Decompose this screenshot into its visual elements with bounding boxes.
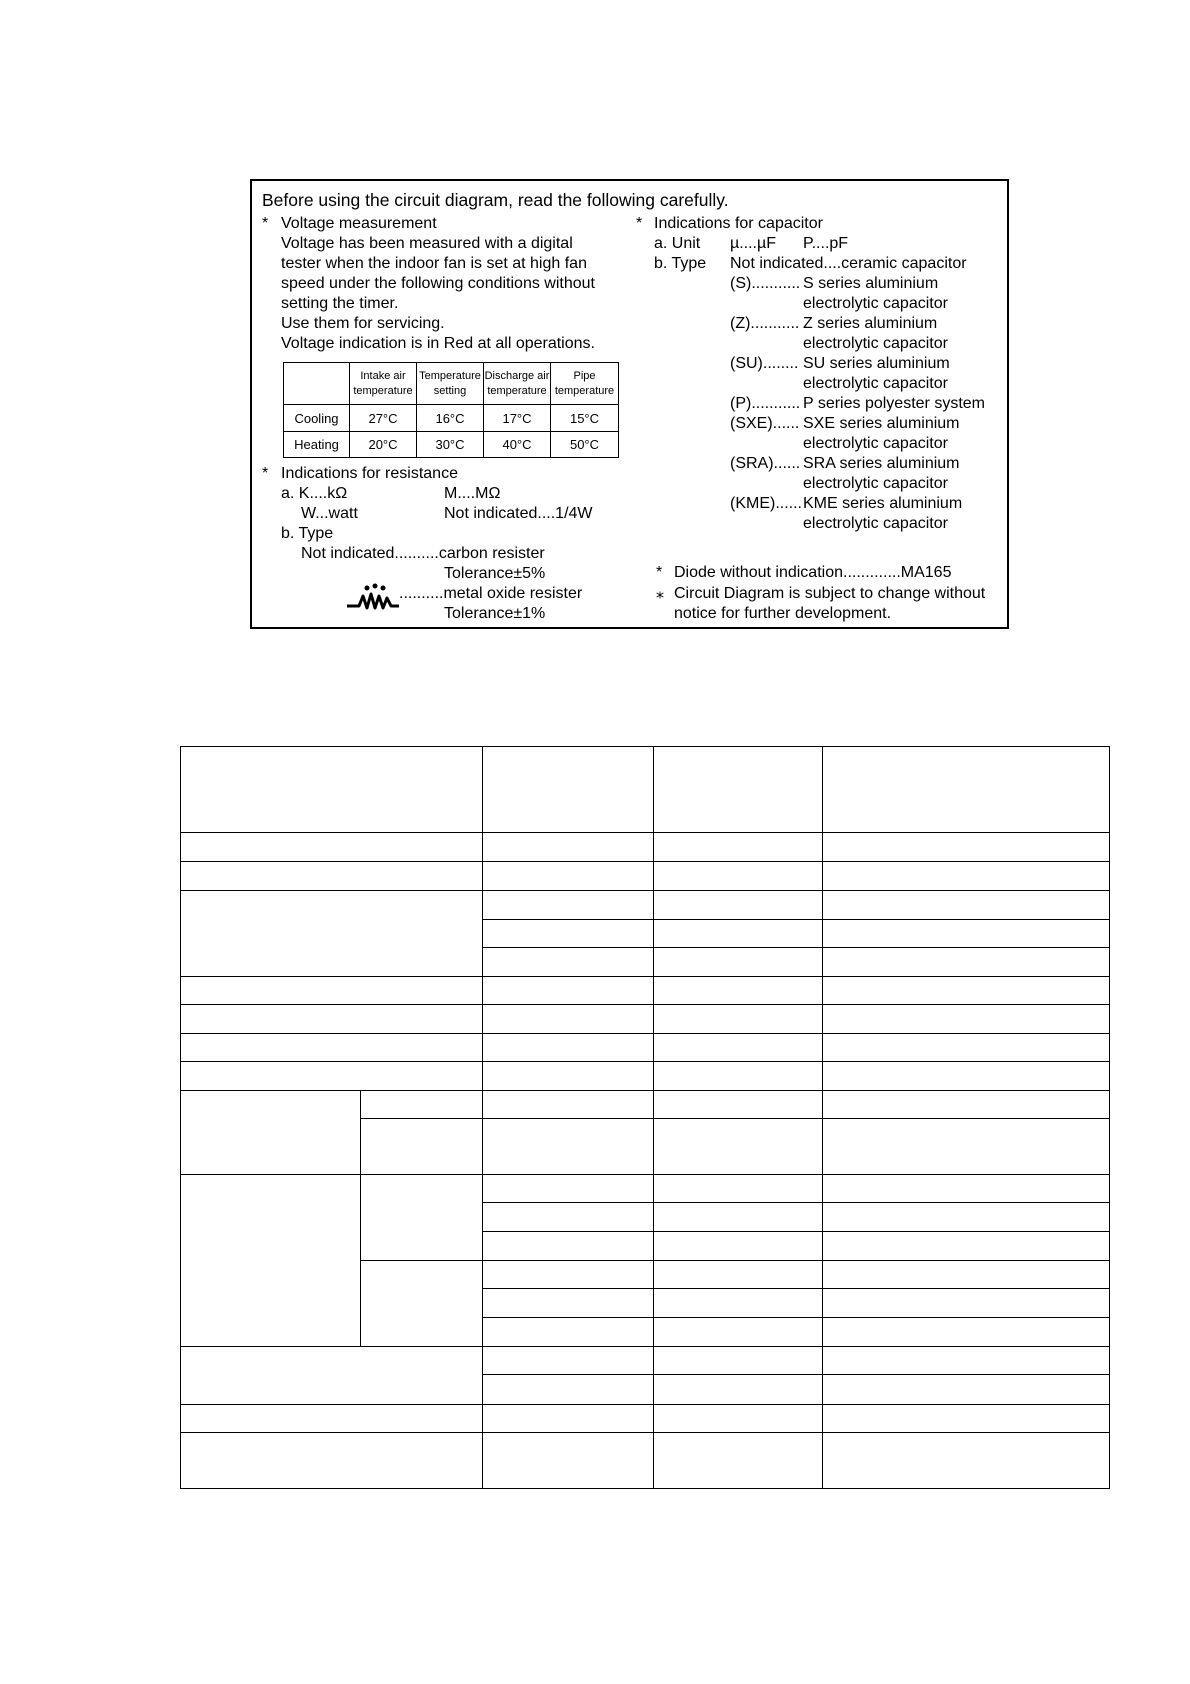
- header-discharge-air: Discharge air temperature: [484, 363, 551, 405]
- table-row: [181, 890, 1110, 919]
- circuit-note-line-2: notice for further development.: [674, 605, 892, 622]
- voltage-line-5: Use them for servicing.: [281, 315, 445, 332]
- table-cell: [181, 1034, 483, 1062]
- table-row: [181, 1091, 1110, 1119]
- resistor-symbol-icon: [345, 582, 401, 612]
- table-cell: [654, 1119, 823, 1174]
- table-row: [181, 747, 1110, 833]
- capacitor-a-unit: a. Unit: [654, 235, 701, 252]
- table-cell: [181, 1062, 483, 1091]
- table-cell: [823, 919, 1110, 947]
- cell-value: 27°C: [350, 405, 417, 432]
- capacitor-a-p: P....pF: [803, 235, 849, 252]
- capacitor-series-name: KME series aluminium: [803, 495, 963, 512]
- blank-grid-table: [180, 746, 1110, 1489]
- resistance-heading: Indications for resistance: [281, 465, 458, 482]
- table-row: [181, 1034, 1110, 1062]
- table-cell: [823, 833, 1110, 862]
- table-cell: [823, 1091, 1110, 1119]
- resistance-a-w: W...watt: [301, 505, 358, 522]
- diode-star: *: [656, 564, 663, 581]
- capacitor-series-sub: electrolytic capacitor: [803, 295, 948, 312]
- capacitor-series-sub: electrolytic capacitor: [803, 335, 948, 352]
- table-cell: [654, 1260, 823, 1288]
- table-row: [181, 1174, 1110, 1202]
- voltage-line-3: speed under the following conditions without: [281, 275, 595, 292]
- capacitor-series-name: P series polyester system: [803, 395, 985, 412]
- capacitor-b-not: Not indicated....ceramic capacitor: [730, 255, 967, 272]
- table-cell: [654, 1005, 823, 1034]
- table-cell: [483, 1231, 654, 1260]
- table-row: [181, 1062, 1110, 1091]
- table-cell: [654, 976, 823, 1004]
- table-cell: [654, 1062, 823, 1091]
- table-cell: [823, 1202, 1110, 1231]
- table-cell: [654, 1202, 823, 1231]
- capacitor-series-code: (Z)...........: [730, 315, 800, 332]
- measurement-conditions-table: [283, 362, 619, 458]
- table-cell: [483, 1034, 654, 1062]
- table-cell: [654, 947, 823, 976]
- capacitor-series-sub: electrolytic capacitor: [803, 515, 948, 532]
- voltage-line-6: Voltage indication is in Red at all operations.: [281, 335, 595, 352]
- cell-value: 40°C: [484, 432, 551, 458]
- table-cell: [483, 1062, 654, 1091]
- table-cell: [654, 1091, 823, 1119]
- conditions-row-cooling: [284, 405, 619, 432]
- table-cell: [483, 862, 654, 890]
- capacitor-series-sub: electrolytic capacitor: [803, 435, 948, 452]
- table-cell: [181, 1347, 483, 1404]
- capacitor-series-name: SU series aluminium: [803, 355, 950, 372]
- table-cell: [483, 1347, 654, 1375]
- table-cell: [823, 862, 1110, 890]
- table-cell: [823, 1404, 1110, 1432]
- row-label: Cooling: [284, 405, 350, 432]
- table-cell: [483, 1289, 654, 1318]
- table-cell: [181, 862, 483, 890]
- resistance-b-not: Not indicated..........carbon resister: [301, 545, 545, 562]
- resistance-metal: ..........metal oxide resister: [399, 585, 583, 602]
- cell-value: 20°C: [350, 432, 417, 458]
- table-cell: [361, 1091, 483, 1119]
- table-cell: [483, 1005, 654, 1034]
- table-cell: [823, 1260, 1110, 1288]
- cell-value: 50°C: [551, 432, 619, 458]
- table-cell: [654, 1347, 823, 1375]
- table-cell: [654, 1174, 823, 1202]
- header-intake-air: Intake air temperature: [350, 363, 417, 405]
- table-cell: [823, 1347, 1110, 1375]
- capacitor-series-name: SXE series aluminium: [803, 415, 960, 432]
- table-cell: [823, 1375, 1110, 1404]
- table-cell: [823, 976, 1110, 1004]
- table-cell: [823, 1174, 1110, 1202]
- capacitor-series-code: (SU)........: [730, 355, 799, 372]
- capacitor-series-code: (P)...........: [730, 395, 801, 412]
- table-cell: [654, 1231, 823, 1260]
- notes-title: Before using the circuit diagram, read the following carefully.: [262, 190, 729, 210]
- capacitor-b-type: b. Type: [654, 255, 707, 272]
- resistance-tol1: Tolerance±1%: [444, 605, 546, 622]
- table-cell: [823, 1318, 1110, 1347]
- table-row: [181, 862, 1110, 890]
- table-cell: [181, 747, 483, 833]
- table-cell: [483, 833, 654, 862]
- table-cell: [361, 1174, 483, 1260]
- table-row: [181, 833, 1110, 862]
- table-cell: [654, 919, 823, 947]
- table-cell: [654, 1289, 823, 1318]
- capacitor-series-sub: electrolytic capacitor: [803, 375, 948, 392]
- table-cell: [483, 1260, 654, 1288]
- table-cell: [654, 1318, 823, 1347]
- table-row: [181, 1005, 1110, 1034]
- table-cell: [823, 1034, 1110, 1062]
- cell-value: 17°C: [484, 405, 551, 432]
- capacitor-series-sub: electrolytic capacitor: [803, 475, 948, 492]
- cell-value: 15°C: [551, 405, 619, 432]
- table-cell: [181, 1005, 483, 1034]
- table-cell: [361, 1260, 483, 1346]
- capacitor-series-code: (SXE)......: [730, 415, 800, 432]
- table-cell: [483, 890, 654, 919]
- conditions-corner-cell: [284, 363, 350, 405]
- capacitor-a-mu: µ....µF: [730, 235, 776, 252]
- voltage-star: *: [262, 215, 269, 232]
- capacitor-series-code: (KME)......: [730, 495, 802, 512]
- capacitor-series-name: Z series aluminium: [803, 315, 938, 332]
- table-cell: [361, 1119, 483, 1174]
- cell-value: 30°C: [417, 432, 484, 458]
- table-cell: [654, 862, 823, 890]
- capacitor-series-name: SRA series aluminium: [803, 455, 960, 472]
- cell-value: 16°C: [417, 405, 484, 432]
- table-cell: [654, 747, 823, 833]
- table-cell: [483, 1202, 654, 1231]
- circuit-note-mark: ⁎: [656, 585, 664, 602]
- table-cell: [483, 919, 654, 947]
- table-cell: [181, 1404, 483, 1432]
- table-cell: [823, 1231, 1110, 1260]
- table-cell: [483, 1432, 654, 1488]
- table-cell: [483, 1119, 654, 1174]
- capacitor-star: *: [636, 215, 643, 232]
- voltage-heading: Voltage measurement: [281, 215, 437, 232]
- table-cell: [483, 1404, 654, 1432]
- table-cell: [823, 747, 1110, 833]
- conditions-header-row: [284, 363, 619, 405]
- capacitor-series-code: (S)...........: [730, 275, 801, 292]
- table-cell: [181, 890, 483, 976]
- table-cell: [823, 1432, 1110, 1488]
- table-cell: [483, 976, 654, 1004]
- table-cell: [181, 976, 483, 1004]
- capacitor-series-name: S series aluminium: [803, 275, 939, 292]
- capacitor-series-code: (SRA)......: [730, 455, 801, 472]
- table-cell: [181, 833, 483, 862]
- header-temperature-setting: Temperature setting: [417, 363, 484, 405]
- voltage-line-4: setting the timer.: [281, 295, 399, 312]
- table-cell: [483, 947, 654, 976]
- conditions-row-heating: [284, 432, 619, 458]
- table-cell: [483, 1318, 654, 1347]
- table-cell: [823, 1005, 1110, 1034]
- table-cell: [181, 1091, 361, 1174]
- header-pipe-temperature: Pipe temperature: [551, 363, 619, 405]
- table-cell: [181, 1432, 483, 1488]
- row-label: Heating: [284, 432, 350, 458]
- table-cell: [823, 1119, 1110, 1174]
- table-cell: [483, 1174, 654, 1202]
- voltage-line-2: tester when the indoor fan is set at high fan: [281, 255, 587, 272]
- table-cell: [654, 1375, 823, 1404]
- resistance-a-m: M....MΩ: [444, 485, 501, 502]
- table-cell: [181, 1174, 361, 1347]
- resistance-star: *: [262, 465, 269, 482]
- table-cell: [823, 890, 1110, 919]
- table-cell: [823, 1289, 1110, 1318]
- table-cell: [483, 1375, 654, 1404]
- capacitor-heading: Indications for capacitor: [654, 215, 823, 232]
- table-row: [181, 976, 1110, 1004]
- table-cell: [654, 1432, 823, 1488]
- table-cell: [654, 1404, 823, 1432]
- table-cell: [823, 947, 1110, 976]
- table-cell: [654, 1034, 823, 1062]
- resistance-a-not: Not indicated....1/4W: [444, 505, 593, 522]
- table-cell: [654, 833, 823, 862]
- table-cell: [483, 747, 654, 833]
- table-row: [181, 1432, 1110, 1488]
- voltage-line-1: Voltage has been measured with a digital: [281, 235, 573, 252]
- table-cell: [654, 890, 823, 919]
- table-row: [181, 1404, 1110, 1432]
- table-row: [181, 1347, 1110, 1375]
- diode-note: Diode without indication.............MA165: [674, 564, 952, 581]
- table-cell: [483, 1091, 654, 1119]
- table-cell: [823, 1062, 1110, 1091]
- resistance-b-type: b. Type: [281, 525, 334, 542]
- circuit-note-line-1: Circuit Diagram is subject to change without: [674, 585, 986, 602]
- resistance-tol5: Tolerance±5%: [444, 565, 546, 582]
- resistance-a-k: a. K....kΩ: [281, 485, 348, 502]
